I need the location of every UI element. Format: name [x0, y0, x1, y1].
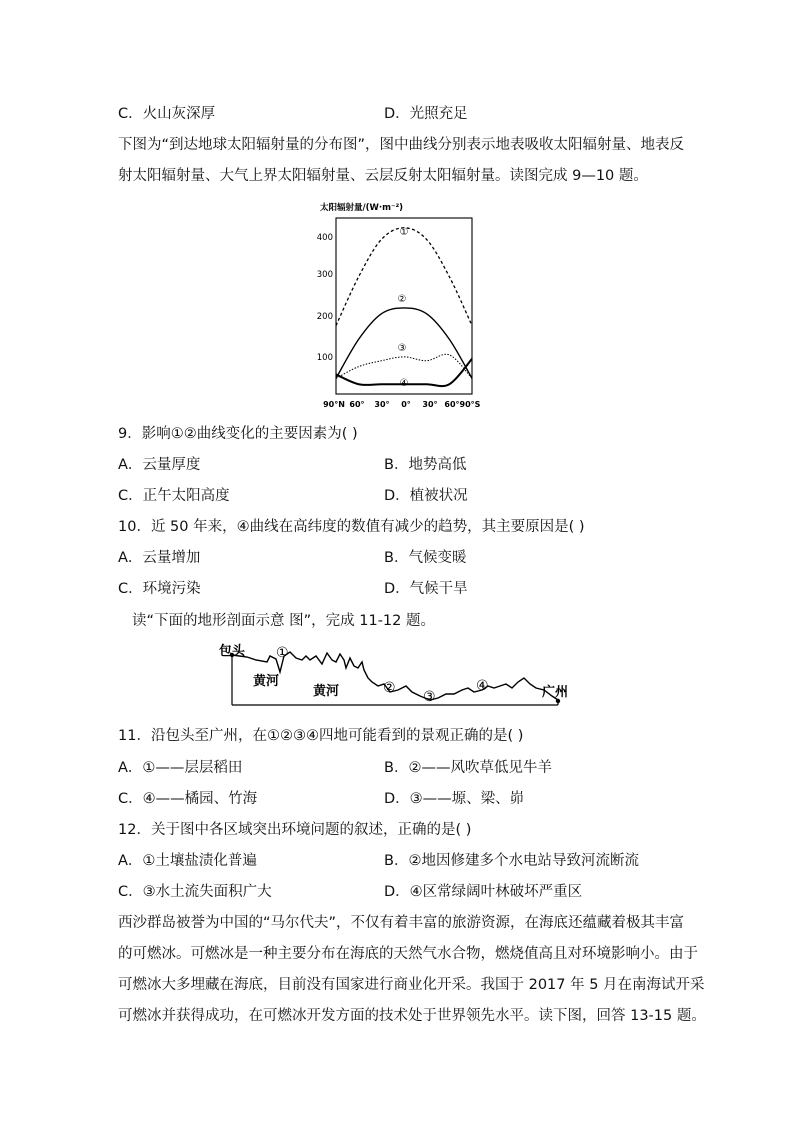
curve-label-2: ② [397, 294, 407, 305]
y-tick-label: 400 [316, 233, 333, 243]
marker-4: ④ [476, 678, 489, 694]
marker-2: ② [383, 680, 396, 696]
curve-label-3: ③ [397, 343, 407, 354]
x-tick-label: 60° [349, 400, 365, 409]
y-tick-label: 200 [316, 312, 333, 322]
y-tick-label: 100 [316, 353, 333, 363]
terrain-profile-diagram [212, 638, 592, 716]
q10-option-a: A．云量增加 [118, 550, 201, 566]
y-tick-label: 300 [316, 270, 333, 280]
x-tick-label: 0° [401, 400, 411, 409]
intro-13-15-line2: 的可燃冰。可燃冰是一种主要分布在海底的天然气水合物，燃烧值高且对环境影响小。由于 [118, 946, 698, 962]
chart-frame [336, 218, 472, 394]
x-tick-label: 60° [444, 400, 460, 409]
x-tick-label: 30° [422, 400, 438, 409]
q12-option-d: D．④区常绿阔叶林破坏严重区 [384, 884, 583, 900]
q9-option-c: C．正午太阳高度 [118, 488, 230, 504]
chart-ylabel: 太阳辐射量/(W·m⁻²) [320, 203, 404, 213]
curve-label-1: ① [399, 227, 409, 238]
q9-option-d: D．植被状况 [384, 488, 468, 504]
x-tick-label: 90°S [459, 400, 481, 409]
q10-option-c: C．环境污染 [118, 581, 201, 597]
q10-stem: 10．近 50 年来，④曲线在高纬度的数值有减少的趋势，其主要原因是( ) [118, 519, 585, 535]
intro-9-10-line2: 射太阳辐射量、大气上界太阳辐射量、云层反射太阳辐射量。读图完成 9—10 题。 [118, 168, 648, 184]
curve-label-4: ④ [399, 378, 409, 389]
intro-13-15-line3: 可燃冰大多埋藏在海底，目前没有国家进行商业化开采。我国于 2017 年 5 月在南海试开采 [118, 977, 705, 993]
q8-option-d: D．光照充足 [384, 106, 468, 122]
intro-9-10-line1: 下图为“到达地球太阳辐射量的分布图”，图中曲线分别表示地表吸收太阳辐射量、地表反 [118, 137, 685, 153]
q12-option-c: C．③水土流失面积广大 [118, 884, 272, 900]
q12-option-a: A．①土壤盐渍化普遍 [118, 853, 257, 869]
q10-option-d: D．气候干旱 [384, 581, 468, 597]
series-line-3 [336, 354, 472, 378]
series-line-1 [336, 228, 472, 326]
intro-13-15-line1: 西沙群岛被誉为中国的“马尔代夫”，不仅有着丰富的旅游资源，在海底还蕴藏着极其丰富 [118, 915, 685, 931]
marker-3: ③ [423, 689, 436, 705]
label-baotou: 包头 [219, 644, 246, 659]
x-tick-label: 90°N [323, 400, 345, 409]
q8-option-c: C．火山灰深厚 [118, 106, 216, 122]
q11-stem: 11．沿包头至广州，在①②③④四地可能看到的景观正确的是( ) [118, 728, 524, 744]
q11-option-d: D．③——塬、梁、峁 [384, 791, 525, 807]
label-yellow-river-1: 黄河 [253, 674, 280, 689]
intro-13-15-line4: 可燃冰并获得成功，在可燃冰开发方面的技术处于世界领先水平。读下图，回答 13-15 题。 [118, 1008, 706, 1024]
q9-stem: 9．影响①②曲线变化的主要因素为( ) [118, 426, 358, 442]
intro-11-12: 读“下面的地形剖面示意 图”，完成 11-12 题。 [132, 613, 435, 629]
label-guangzhou: 广州 [542, 685, 569, 700]
q12-stem: 12．关于图中各区域突出环境问题的叙述，正确的是( ) [118, 822, 472, 838]
q10-option-b: B．气候变暖 [384, 550, 467, 566]
q11-option-c: C．④——橘园、竹海 [118, 791, 258, 807]
q11-option-b: B．②——风吹草低见牛羊 [384, 760, 552, 776]
solar-radiation-chart [312, 198, 488, 414]
marker-1: ① [276, 645, 289, 661]
x-tick-label: 30° [374, 400, 390, 409]
q11-option-a: A．①——层层稻田 [118, 760, 243, 776]
q12-option-b: B．②地因修建多个水电站导致河流断流 [384, 853, 639, 869]
q9-option-b: B．地势高低 [384, 457, 467, 473]
label-yellow-river-2: 黄河 [313, 684, 340, 699]
q9-option-a: A．云量厚度 [118, 457, 201, 473]
